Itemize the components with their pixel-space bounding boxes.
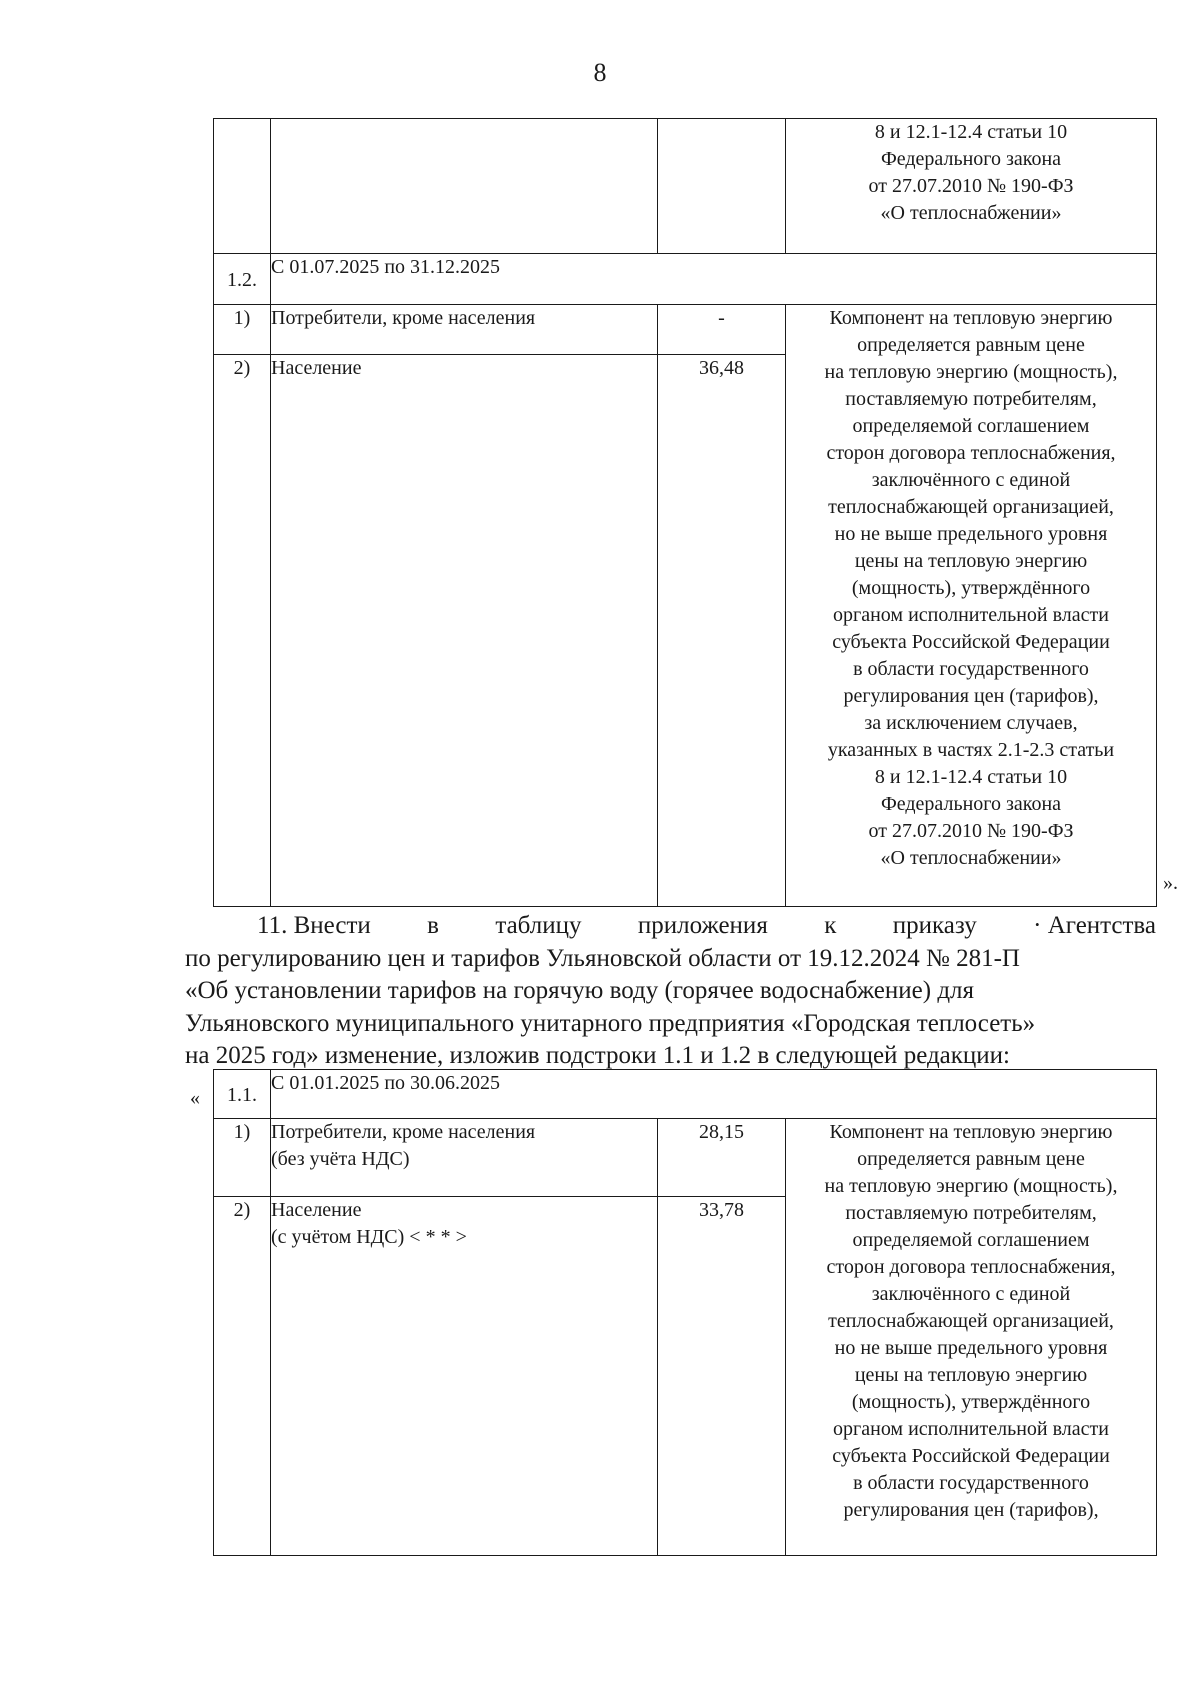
section-period: С 01.07.2025 по 31.12.2025 xyxy=(271,254,1157,305)
note-line: в области государственного xyxy=(853,658,1089,680)
paragraph-word: 11. Внести xyxy=(257,912,371,939)
note-line: от 27.07.2010 № 190-ФЗ xyxy=(868,820,1074,842)
section-period: С 01.01.2025 по 30.06.2025 xyxy=(271,1070,1157,1119)
paragraph-line: «Об установлении тарифов на горячую воду (горячее водоснабжение) для xyxy=(185,977,975,1004)
note-line: но не выше предельного уровня xyxy=(834,523,1108,545)
row-value: 36,48 xyxy=(658,355,786,907)
note-cell xyxy=(786,119,1157,254)
tariff-table-continuation xyxy=(213,118,1157,907)
note-line: регулирования цен (тарифов), xyxy=(843,685,1099,707)
row-value: 28,15 xyxy=(658,1119,786,1197)
note-line: но не выше предельного уровня xyxy=(834,1337,1108,1359)
row-value-cell xyxy=(658,119,786,254)
note-line: от 27.07.2010 № 190-ФЗ xyxy=(868,175,1074,197)
note-line: заключённого с единой xyxy=(871,1283,1071,1305)
paragraph-word: приказу xyxy=(892,912,977,939)
note-line: определяется равным цене xyxy=(857,334,1085,356)
row-name xyxy=(271,1119,658,1197)
tariff-table-new xyxy=(213,1069,1157,1556)
section-number: 1.2. xyxy=(214,254,271,305)
section-row xyxy=(214,254,1157,305)
note-line: 8 и 12.1-12.4 статьи 10 xyxy=(874,121,1068,143)
closing-quote: ». xyxy=(1163,872,1178,894)
note-line: (мощность), утверждённого xyxy=(851,577,1091,599)
row-name: Население xyxy=(271,355,658,907)
note-line: Федерального закона xyxy=(880,148,1062,170)
note-line: Компонент на тепловую энергию xyxy=(829,307,1113,329)
paragraph-word: таблицу xyxy=(495,912,582,939)
paragraph-word: приложения xyxy=(637,912,768,939)
table-row xyxy=(214,1119,1157,1197)
note-cell xyxy=(786,305,1157,907)
note-line: (мощность), утверждённого xyxy=(851,1391,1091,1413)
note-line: в области государственного xyxy=(853,1472,1089,1494)
note-line: заключённого с единой xyxy=(871,469,1071,491)
row-name xyxy=(271,1197,658,1556)
note-line: цены на тепловую энергию xyxy=(854,550,1088,572)
amendment-paragraph xyxy=(185,910,1156,1073)
note-line: на тепловую энергию (мощность), xyxy=(824,361,1118,383)
opening-quote: « xyxy=(190,1087,200,1109)
note-line: определяется равным цене xyxy=(857,1148,1085,1170)
paragraph-word: в xyxy=(427,912,439,939)
note-line: органом исполнительной власти xyxy=(833,1418,1109,1440)
table-row xyxy=(214,305,1157,355)
note-line: на тепловую энергию (мощность), xyxy=(824,1175,1118,1197)
row-number: 1) xyxy=(214,1119,271,1197)
note-line: субъекта Российской Федерации xyxy=(832,1445,1110,1467)
paragraph-word: к xyxy=(824,912,837,939)
note-line: определяемой соглашением xyxy=(852,415,1090,437)
note-line: теплоснабжающей организацией, xyxy=(828,496,1114,518)
row-name-line: Население xyxy=(271,1199,362,1221)
paragraph-line: на 2025 год» изменение, изложив подстроки 1.1 и 1.2 в следующей редакции: xyxy=(185,1042,1010,1069)
note-line: «О теплоснабжении» xyxy=(880,847,1062,869)
paragraph-line: по регулированию цен и тарифов Ульяновской области от 19.12.2024 № 281-П xyxy=(185,944,1020,972)
row-number: 2) xyxy=(214,355,271,907)
note-line: сторон договора теплоснабжения, xyxy=(826,1256,1116,1278)
row-name: Потребители, кроме населения xyxy=(271,305,658,355)
note-line: сторон договора теплоснабжения, xyxy=(826,442,1116,464)
note-line: органом исполнительной власти xyxy=(833,604,1109,626)
note-line: «О теплоснабжении» xyxy=(880,202,1062,224)
row-value: 33,78 xyxy=(658,1197,786,1556)
note-line: цены на тепловую энергию xyxy=(854,1364,1088,1386)
note-line: определяемой соглашением xyxy=(852,1229,1090,1251)
row-name-line: (с учётом НДС) < * * > xyxy=(271,1226,467,1248)
row-number-cell xyxy=(214,119,271,254)
note-line: поставляемую потребителям, xyxy=(845,388,1097,410)
note-line: Компонент на тепловую энергию xyxy=(829,1121,1113,1143)
paragraph-word: · Агентства xyxy=(1033,912,1156,939)
note-line: Федерального закона xyxy=(880,793,1062,815)
note-cell xyxy=(786,1119,1157,1556)
row-name-line: (без учёта НДС) xyxy=(271,1148,410,1170)
note-line: указанных в частях 2.1-2.3 статьи xyxy=(827,739,1115,761)
note-line: теплоснабжающей организацией, xyxy=(828,1310,1114,1332)
section-row xyxy=(214,1070,1157,1119)
table-row xyxy=(214,119,1157,254)
row-number: 1) xyxy=(214,305,271,355)
paragraph-line: Ульяновского муниципального унитарного предприятия «Городская теплосеть» xyxy=(185,1009,1036,1037)
row-name-cell xyxy=(271,119,658,254)
row-value: - xyxy=(658,305,786,355)
page-number: 8 xyxy=(593,58,607,87)
note-line: субъекта Российской Федерации xyxy=(832,631,1110,653)
note-line: поставляемую потребителям, xyxy=(845,1202,1097,1224)
paragraph-first-line xyxy=(185,910,1156,943)
row-number: 2) xyxy=(214,1197,271,1556)
row-name-line: Потребители, кроме населения xyxy=(271,1121,536,1143)
note-line: за исключением случаев, xyxy=(864,712,1078,734)
note-line: 8 и 12.1-12.4 статьи 10 xyxy=(874,766,1068,788)
section-number: 1.1. xyxy=(214,1070,271,1119)
note-line: регулирования цен (тарифов), xyxy=(843,1499,1099,1521)
